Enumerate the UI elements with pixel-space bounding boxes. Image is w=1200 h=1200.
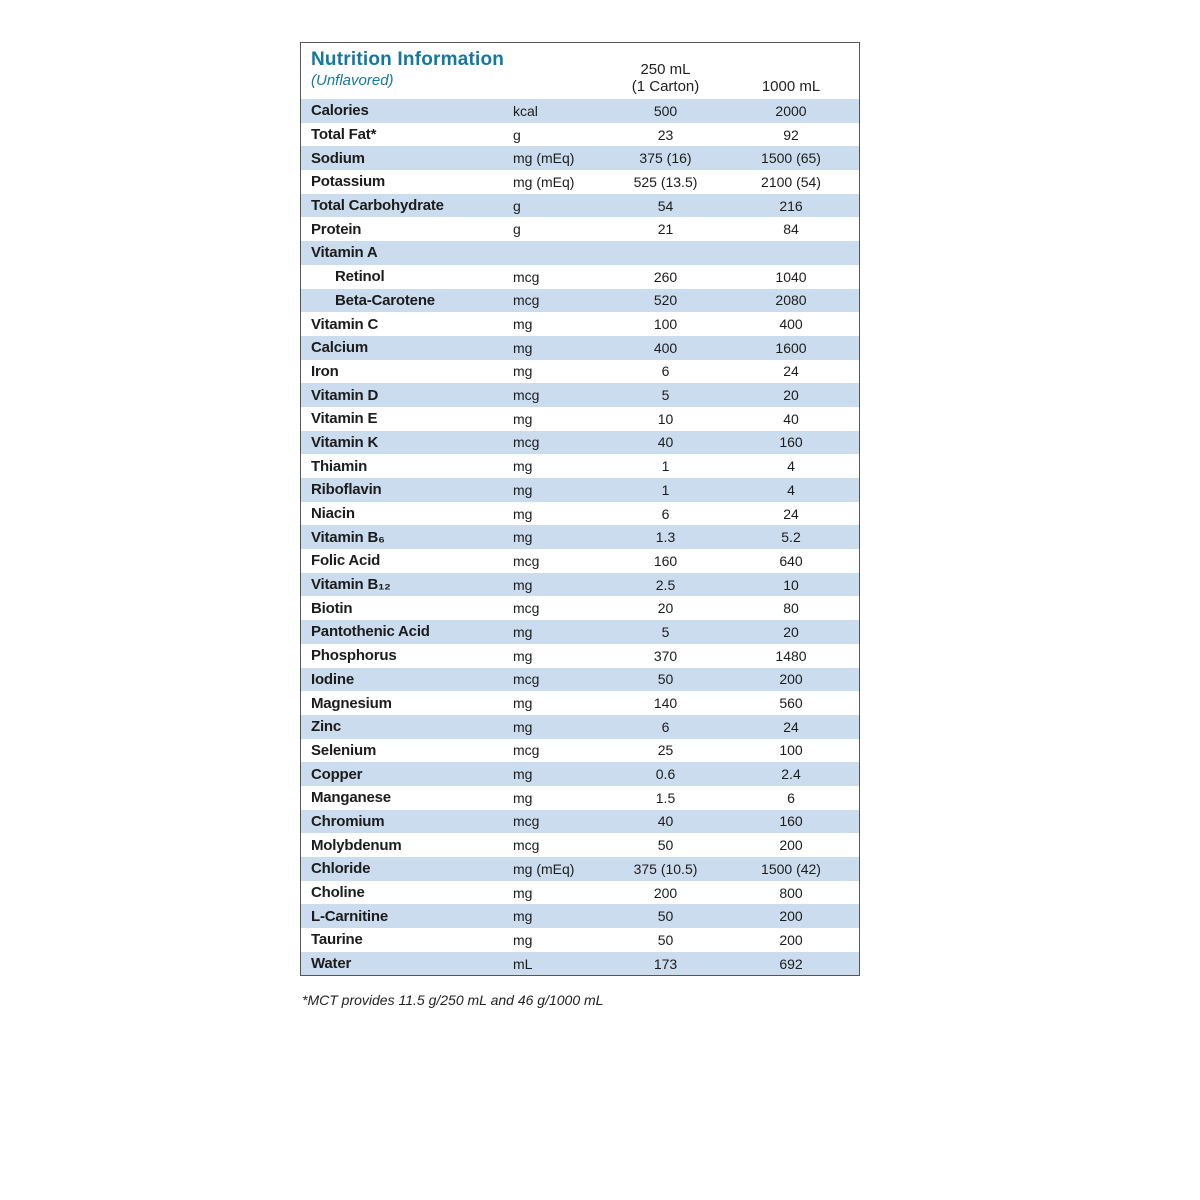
nutrient-unit: mg: [513, 623, 533, 640]
nutrient-name: Molybdenum: [311, 836, 402, 854]
table-row: [301, 478, 859, 502]
nutrient-name: Vitamin C: [311, 315, 379, 333]
value-250ml: 525 (13.5): [633, 173, 698, 190]
table-row: [301, 241, 859, 265]
value-250ml: 1: [661, 458, 670, 475]
nutrient-unit: mg: [513, 789, 533, 806]
nutrient-name: Chloride: [311, 860, 371, 878]
nutrient-name: Phosphorus: [311, 647, 397, 665]
value-250ml: 160: [653, 552, 678, 569]
value-250ml: 40: [657, 434, 674, 451]
value-1000ml: 10: [783, 576, 799, 593]
value-250ml: 6: [661, 718, 670, 735]
value-250ml: 50: [657, 931, 674, 948]
table-row: [301, 265, 859, 289]
value-1000ml: 1480: [775, 647, 807, 664]
nutrient-unit: mg: [513, 884, 533, 901]
column-header-1000ml: [723, 78, 859, 97]
value-250ml: 25: [657, 742, 674, 759]
value-250ml: 400: [653, 339, 678, 356]
nutrient-name: Vitamin B₆: [311, 528, 385, 546]
nutrient-unit: g: [513, 126, 521, 143]
nutrient-name: Pantothenic Acid: [311, 623, 430, 641]
value-1000ml: 2080: [775, 292, 807, 309]
nutrient-unit: mg: [513, 647, 533, 664]
value-1000ml: 20: [783, 623, 799, 640]
nutrient-unit: g: [513, 221, 521, 238]
table-row: [301, 786, 859, 810]
nutrient-unit: mg: [513, 931, 533, 948]
value-250ml: 50: [657, 908, 674, 925]
table-row: [301, 691, 859, 715]
table-title: Nutrition Information: [311, 49, 505, 70]
value-250ml: 1.5: [655, 789, 676, 806]
table-row: [301, 644, 859, 668]
value-1000ml: 4: [787, 481, 795, 498]
value-250ml: 173: [653, 955, 678, 972]
nutrient-unit: mcg: [513, 837, 540, 854]
table-title-block: [301, 49, 608, 97]
column-header-1000ml-label: 1000 mL: [761, 77, 821, 95]
table-row: [301, 857, 859, 881]
nutrient-name: Iron: [311, 362, 339, 380]
value-250ml: 200: [653, 884, 678, 901]
nutrient-name: Vitamin K: [311, 433, 379, 451]
value-1000ml: 216: [779, 197, 803, 214]
nutrient-unit: mg: [513, 718, 533, 735]
nutrient-unit: mcg: [513, 671, 540, 688]
table-row: [301, 596, 859, 620]
value-250ml: 375 (16): [639, 150, 692, 167]
nutrient-unit: mg: [513, 529, 533, 546]
nutrient-unit: mg (mEq): [513, 173, 575, 190]
table-body: [301, 99, 859, 975]
nutrient-unit: mg (mEq): [513, 150, 575, 167]
nutrient-name: Copper: [311, 765, 363, 783]
nutrient-name: Vitamin D: [311, 386, 379, 404]
table-row: [301, 146, 859, 170]
nutrient-unit: mg: [513, 766, 533, 783]
value-1000ml: 24: [783, 718, 799, 735]
table-row: [301, 123, 859, 147]
nutrient-unit: mcg: [513, 387, 540, 404]
table-row: [301, 833, 859, 857]
nutrient-unit: mg: [513, 363, 533, 380]
value-1000ml: 640: [779, 552, 803, 569]
nutrient-unit: mg: [513, 481, 533, 498]
nutrient-unit: mcg: [513, 292, 540, 309]
value-250ml: 1.3: [655, 529, 676, 546]
value-250ml: 5: [661, 623, 670, 640]
nutrient-name: Vitamin A: [311, 244, 378, 262]
value-1000ml: 5.2: [781, 529, 801, 546]
value-1000ml: 92: [783, 126, 799, 143]
nutrient-unit: mcg: [513, 552, 540, 569]
nutrient-unit: mcg: [513, 268, 540, 285]
nutrient-unit: mL: [513, 955, 533, 972]
table-header: [301, 43, 859, 99]
nutrient-name: Total Carbohydrate: [311, 197, 444, 215]
table-subtitle: (Unflavored): [311, 72, 394, 89]
nutrient-name: Folic Acid: [311, 552, 381, 570]
nutrient-unit: kcal: [513, 102, 538, 119]
table-row: [301, 170, 859, 194]
nutrient-unit: mcg: [513, 813, 540, 830]
table-row: [301, 573, 859, 597]
nutrition-table: [300, 42, 860, 976]
nutrient-unit: mcg: [513, 600, 540, 617]
value-250ml: 6: [661, 505, 670, 522]
table-row: [301, 360, 859, 384]
nutrient-name: Total Fat*: [311, 126, 377, 144]
value-1000ml: 4: [787, 458, 795, 475]
value-250ml: 5: [661, 387, 670, 404]
table-row: [301, 715, 859, 739]
value-250ml: 370: [653, 647, 678, 664]
value-250ml: 2.5: [655, 576, 676, 593]
column-header-250ml: [608, 61, 723, 98]
table-row: [301, 454, 859, 478]
nutrient-name: Niacin: [311, 505, 355, 523]
nutrient-name: Zinc: [311, 718, 342, 736]
value-1000ml: 24: [783, 505, 799, 522]
value-250ml: 520: [653, 292, 678, 309]
value-1000ml: 40: [783, 410, 799, 427]
nutrient-unit: mg: [513, 908, 533, 925]
nutrient-unit: mg: [513, 695, 533, 712]
value-250ml: 1: [661, 481, 670, 498]
value-250ml: 100: [653, 316, 678, 333]
value-1000ml: 200: [779, 931, 803, 948]
nutrient-unit: mg: [513, 458, 533, 475]
nutrient-name: Water: [311, 955, 352, 973]
value-250ml: 10: [657, 410, 674, 427]
nutrient-name: L-Carnitine: [311, 907, 388, 925]
value-1000ml: 100: [779, 742, 803, 759]
table-row: [301, 502, 859, 526]
value-1000ml: 84: [783, 221, 799, 238]
nutrient-name: Vitamin E: [311, 410, 378, 428]
nutrient-name: Thiamin: [311, 457, 368, 475]
nutrient-name: Chromium: [311, 812, 385, 830]
nutrient-unit: mg: [513, 339, 533, 356]
value-250ml: 23: [657, 126, 674, 143]
value-250ml: 50: [657, 671, 674, 688]
value-1000ml: 80: [783, 600, 799, 617]
nutrient-name: Sodium: [311, 149, 365, 167]
nutrient-name: Vitamin B₁₂: [311, 576, 391, 594]
nutrient-unit: mg: [513, 316, 533, 333]
table-row: [301, 952, 859, 976]
table-row: [301, 383, 859, 407]
nutrient-name: Manganese: [311, 789, 391, 807]
nutrient-unit: mg (mEq): [513, 860, 575, 877]
column-header-250ml-line1: 250 mL: [640, 60, 691, 78]
nutrient-name: Retinol: [335, 268, 385, 286]
value-1000ml: 200: [779, 908, 803, 925]
nutrient-name: Selenium: [311, 741, 377, 759]
value-250ml: 40: [657, 813, 674, 830]
table-row: [301, 668, 859, 692]
value-1000ml: 6: [787, 789, 795, 806]
value-1000ml: 1040: [775, 268, 807, 285]
nutrient-name: Calories: [311, 102, 369, 120]
table-row: [301, 904, 859, 928]
table-row: [301, 739, 859, 763]
value-1000ml: 800: [779, 884, 803, 901]
table-row: [301, 194, 859, 218]
column-header-250ml-line2: (1 Carton): [631, 77, 700, 95]
value-1000ml: 160: [779, 813, 803, 830]
table-row: [301, 928, 859, 952]
nutrient-unit: g: [513, 197, 521, 214]
value-1000ml: 160: [779, 434, 803, 451]
table-row: [301, 620, 859, 644]
table-row: [301, 312, 859, 336]
nutrient-name: Taurine: [311, 931, 363, 949]
table-row: [301, 407, 859, 431]
value-250ml: 50: [657, 837, 674, 854]
table-row: [301, 99, 859, 123]
value-1000ml: 1600: [775, 339, 807, 356]
table-row: [301, 431, 859, 455]
table-row: [301, 525, 859, 549]
value-1000ml: 1500 (42): [761, 860, 821, 877]
value-250ml: 6: [661, 363, 670, 380]
value-1000ml: 2100 (54): [761, 173, 821, 190]
value-250ml: 140: [653, 695, 678, 712]
footnote: *MCT provides 11.5 g/250 mL and 46 g/1000 mL: [302, 992, 604, 1008]
value-250ml: 375 (10.5): [633, 860, 698, 877]
value-250ml: 20: [657, 600, 674, 617]
table-row: [301, 881, 859, 905]
value-1000ml: 200: [779, 671, 803, 688]
value-1000ml: 2000: [775, 102, 807, 119]
nutrient-name: Riboflavin: [311, 481, 382, 499]
value-250ml: 54: [657, 197, 674, 214]
nutrient-unit: mcg: [513, 742, 540, 759]
table-row: [301, 810, 859, 834]
value-250ml: 500: [653, 102, 678, 119]
table-row: [301, 549, 859, 573]
value-1000ml: 200: [779, 837, 803, 854]
nutrient-name: Magnesium: [311, 694, 392, 712]
table-row: [301, 762, 859, 786]
value-1000ml: 692: [779, 955, 803, 972]
value-1000ml: 2.4: [781, 766, 801, 783]
nutrient-name: Biotin: [311, 599, 353, 617]
value-1000ml: 560: [779, 695, 803, 712]
table-row: [301, 289, 859, 313]
value-250ml: 260: [653, 268, 678, 285]
table-row: [301, 336, 859, 360]
nutrient-name: Choline: [311, 884, 365, 902]
nutrient-name: Protein: [311, 220, 362, 238]
nutrient-name: Calcium: [311, 339, 368, 357]
nutrient-name: Iodine: [311, 670, 354, 688]
nutrient-unit: mg: [513, 505, 533, 522]
value-1000ml: 24: [783, 363, 799, 380]
nutrient-unit: mg: [513, 410, 533, 427]
value-250ml: 0.6: [655, 766, 676, 783]
table-row: [301, 217, 859, 241]
nutrient-unit: mg: [513, 576, 533, 593]
value-1000ml: 400: [779, 316, 803, 333]
value-250ml: 21: [657, 221, 674, 238]
nutrient-name: Potassium: [311, 173, 386, 191]
nutrient-name: Beta-Carotene: [335, 291, 435, 309]
nutrient-unit: mcg: [513, 434, 540, 451]
value-1000ml: 1500 (65): [761, 150, 821, 167]
value-1000ml: 20: [783, 387, 799, 404]
